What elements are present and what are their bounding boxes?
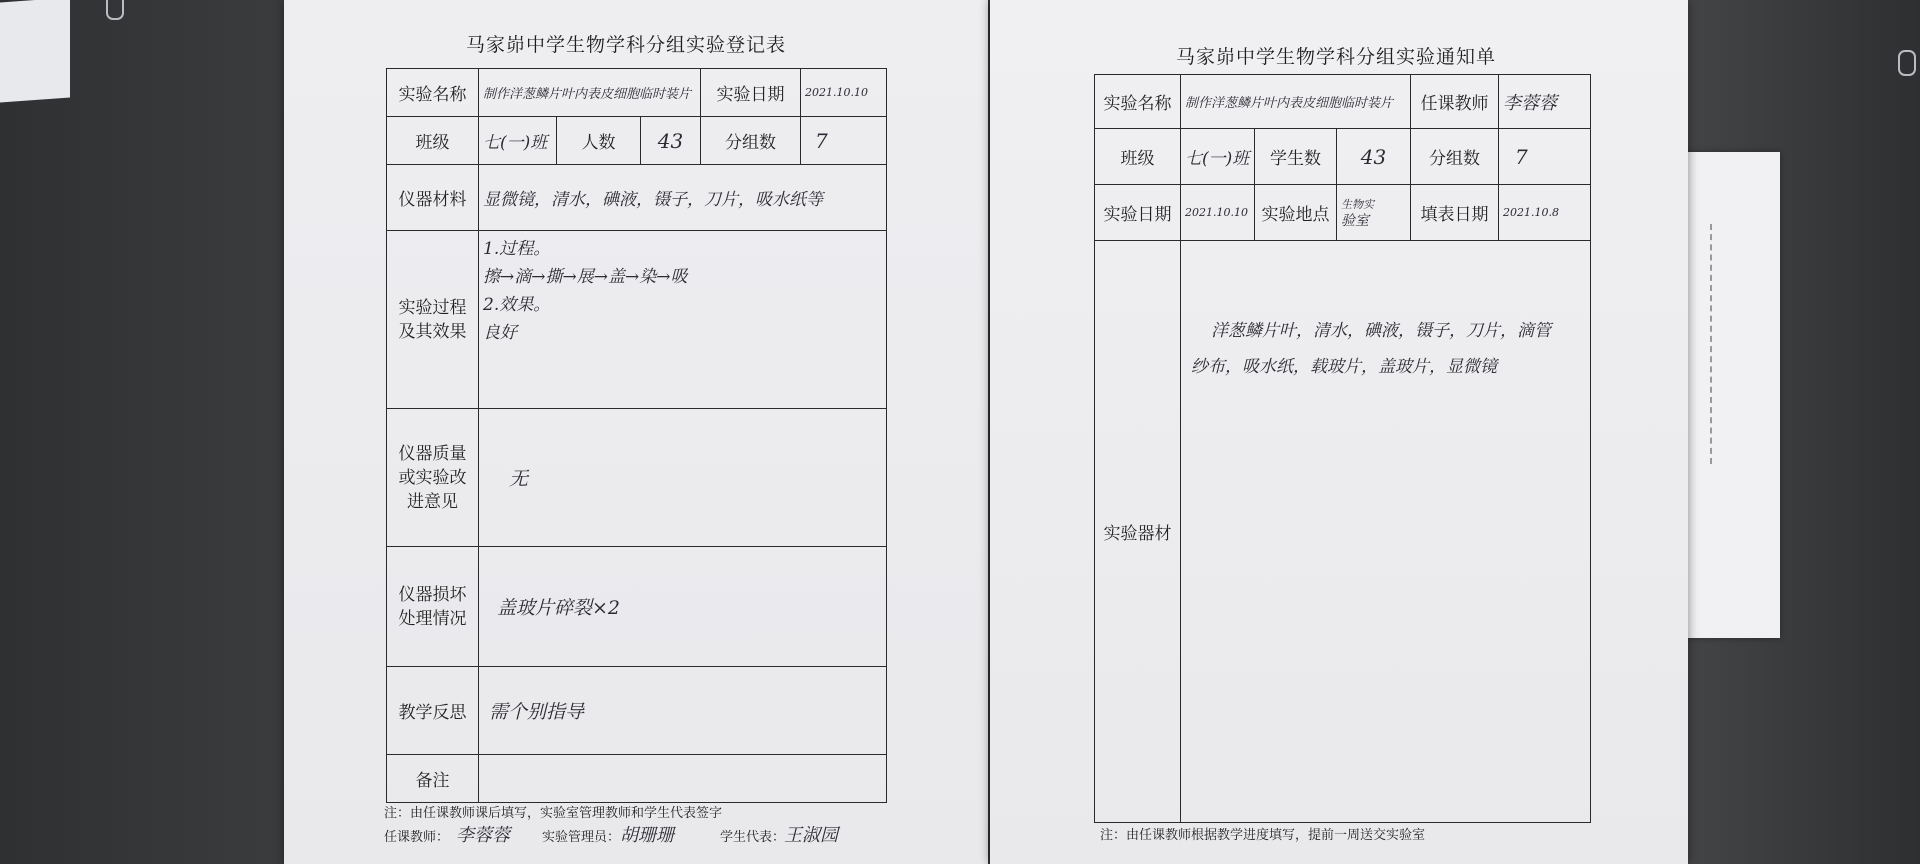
label-experiment-date: 实验日期 [701,69,801,117]
value-experiment-date: 2021.10.10 [801,69,887,117]
value-fill-date: 2021.10.8 [1499,185,1591,241]
equipment-line: 纱布，吸水纸，载玻片，盖玻片，显微镜 [1191,357,1497,377]
teacher-label: 任课教师： [384,830,450,845]
table-row [387,117,887,165]
notice-form-sheet [990,0,1688,864]
process-line: 擦→滴→撕→展→盖→染→吸 [483,267,688,287]
process-line: 良好 [483,323,517,343]
process-line: 1.过程。 [483,239,551,259]
value-remarks [479,755,887,803]
value-equipment [1181,241,1591,823]
label-equipment: 实验器材 [1095,241,1181,823]
student-label: 学生代表： [720,830,786,845]
table-row [387,165,887,231]
label-teacher: 任课教师 [1411,75,1499,129]
label-quality-line: 进意见 [407,491,458,512]
teacher-signature: 李蓉蓉 [456,825,510,846]
process-line: 2.效果。 [483,295,551,315]
value-experiment-date: 2021.10.10 [1181,185,1255,241]
value-materials: 显微镜，清水，碘液，镊子，刀片，吸水纸等 [479,165,887,231]
form-title: 马家峁中学生物学科分组实验登记表 [466,34,787,56]
value-groups: 7 [1499,129,1591,185]
label-materials: 仪器材料 [387,165,479,231]
label-students: 学生数 [1255,129,1337,185]
table-row [387,547,887,667]
value-reflection: 需个别指导 [479,667,887,755]
label-headcount: 人数 [557,117,641,165]
location-line: 验室 [1341,212,1369,229]
value-quality: 无 [479,409,887,547]
location-line: 生物实 [1341,197,1374,211]
label-quality [387,409,479,547]
value-teacher: 李蓉蓉 [1499,75,1591,129]
value-process [479,231,887,409]
lab-admin-label: 实验管理员： [542,830,621,845]
label-location: 实验地点 [1255,185,1337,241]
label-experiment-date: 实验日期 [1095,185,1181,241]
table-row [1095,185,1591,241]
label-process-line: 实验过程 [398,297,467,318]
value-location [1337,185,1411,241]
value-class: 七(一)班 [479,117,557,165]
registration-form-sheet [284,0,988,864]
table-row [1095,241,1591,823]
table-row [1095,75,1591,129]
label-process [387,231,479,409]
paperclip-icon [1898,50,1916,76]
value-groups: 7 [801,117,887,165]
table-row [387,667,887,755]
table-row [387,231,887,409]
registration-table [386,68,887,803]
label-class: 班级 [387,117,479,165]
lab-admin-signature: 胡珊珊 [620,825,674,846]
dashed-line [1686,224,1712,464]
label-groups: 分组数 [1411,129,1499,185]
label-groups: 分组数 [701,117,801,165]
label-reflection: 教学反思 [387,667,479,755]
label-damage [387,547,479,667]
label-damage-line: 仪器损坏 [398,584,467,605]
value-class: 七(一)班 [1181,129,1255,185]
value-experiment-name: 制作洋葱鳞片叶内表皮细胞临时装片 [1181,75,1411,129]
table-row [387,409,887,547]
footer-note: 注：由任课教师根据教学进度填写，提前一周送交实验室 [1100,828,1426,843]
background-sheet [1680,152,1780,638]
value-headcount: 43 [641,117,701,165]
label-fill-date: 填表日期 [1411,185,1499,241]
label-quality-line: 或实验改 [398,467,467,488]
paperclip-icon [106,0,124,20]
label-experiment-name: 实验名称 [387,69,479,117]
value-experiment-name: 制作洋葱鳞片叶内表皮细胞临时装片 [479,69,701,117]
label-process-line: 及其效果 [398,321,467,342]
notice-table [1094,74,1591,823]
equipment-line: 洋葱鳞片叶，清水，碘液，镊子，刀片，滴管 [1211,321,1551,341]
label-experiment-name: 实验名称 [1095,75,1181,129]
table-row [387,69,887,117]
label-quality-line: 仪器质量 [398,443,467,464]
label-class: 班级 [1095,129,1181,185]
label-remarks: 备注 [387,755,479,803]
label-damage-line: 处理情况 [398,608,467,629]
value-damage: 盖玻片碎裂×2 [479,547,887,667]
value-students: 43 [1337,129,1411,185]
paper-scrap [0,0,70,102]
form-title: 马家峁中学生物学科分组实验通知单 [1176,46,1497,68]
table-row [1095,129,1591,185]
desk-background-left [0,0,290,864]
table-row [387,755,887,803]
student-signature: 王淑园 [784,825,838,846]
footer-note: 注：由任课教师课后填写，实验室管理教师和学生代表签字 [384,806,723,821]
